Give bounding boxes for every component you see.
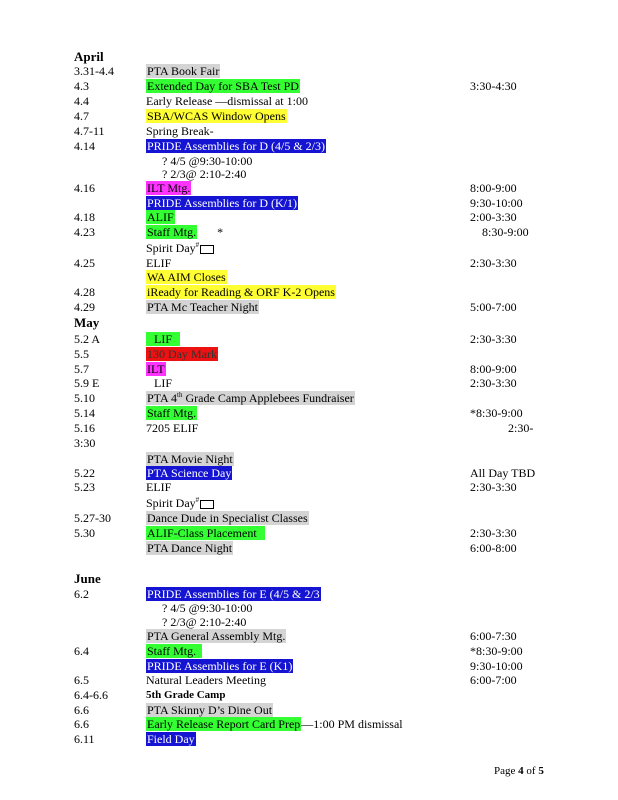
date: 5.22 <box>74 466 95 480</box>
table-row <box>0 436 618 451</box>
table-row <box>0 124 618 139</box>
event: PTA General Assembly Mtg. <box>147 629 286 643</box>
table-row <box>0 480 618 495</box>
time: All Day TBD <box>470 466 536 480</box>
time: 9:30-10:00 <box>470 659 523 673</box>
month-heading-april: April <box>74 49 104 64</box>
time: 2:30-3:30 <box>470 376 517 390</box>
date: 5.23 <box>74 480 95 494</box>
date: 6.6 <box>74 717 89 731</box>
event: PTA Science Day <box>147 466 232 480</box>
date: 4.25 <box>74 256 95 270</box>
date: 5.5 <box>74 347 89 361</box>
table-row <box>0 541 618 556</box>
date: 5.9 E <box>74 376 100 390</box>
event: Spirit Day <box>146 496 196 510</box>
event-sub: ? 4/5 @9:30-10:00 <box>162 154 253 168</box>
table-row <box>0 241 618 256</box>
event: 5th Grade Camp <box>146 689 226 701</box>
page-number <box>494 765 544 777</box>
time: *8:30-9:00 <box>470 644 523 658</box>
date: 3.31-4.4 <box>74 64 114 78</box>
event-sub: ? 2/3@ 2:10-2:40 <box>162 615 247 629</box>
table-row <box>0 629 618 644</box>
event: 7205 ELIF <box>146 421 199 435</box>
time: 6:00-7:00 <box>470 673 517 687</box>
table-row <box>0 196 618 211</box>
table-row <box>0 362 618 377</box>
date: 6.6 <box>74 703 89 717</box>
page-current: 4 <box>518 765 524 777</box>
event: PTA Mc Teacher Night <box>147 300 258 314</box>
event: Early Release —dismissal at 1:00 <box>146 94 308 108</box>
event: LIF <box>146 332 180 346</box>
table-row <box>0 79 618 94</box>
date: 5.10 <box>74 391 95 405</box>
event: ALIF <box>147 210 174 224</box>
event: ALIF-Class Placement <box>146 526 265 540</box>
time: 2:30- <box>508 421 534 435</box>
event: PRIDE Assemblies for D (K/1) <box>147 196 297 210</box>
event: 130 Day Mark <box>147 347 217 361</box>
table-row <box>0 688 618 703</box>
event: ELIF <box>146 256 172 270</box>
table-row <box>0 496 618 511</box>
event: WA AIM Closes <box>147 270 226 284</box>
date: 4.29 <box>74 300 95 314</box>
table-row <box>0 452 618 467</box>
event: ELIF <box>146 480 172 494</box>
table-row <box>0 587 618 602</box>
event: LIF <box>154 376 172 390</box>
date: 4.14 <box>74 139 95 153</box>
time: 2:30-3:30 <box>470 480 517 494</box>
table-row <box>0 181 618 196</box>
event: Spirit Day <box>146 241 196 255</box>
table-row <box>0 347 618 362</box>
table-row <box>0 732 618 747</box>
event: Early Release Report Card Prep <box>147 717 301 731</box>
of-label: of <box>526 765 536 777</box>
table-row <box>0 466 618 481</box>
table-row <box>0 526 618 541</box>
time: 9:30-10:00 <box>470 196 523 210</box>
table-row <box>0 94 618 109</box>
date: 4.23 <box>74 225 95 239</box>
month-heading-may: May <box>74 315 100 330</box>
page-total: 5 <box>538 765 544 777</box>
table-row <box>0 703 618 718</box>
table-row <box>0 139 618 154</box>
time: 8:30-9:00 <box>482 225 529 239</box>
table-row <box>0 167 618 182</box>
superscript: th <box>177 391 183 399</box>
superscript: # <box>195 496 200 504</box>
page-label: Page <box>494 765 516 777</box>
date: 4.16 <box>74 181 95 195</box>
table-row <box>0 285 618 300</box>
time: 2:30-3:30 <box>470 256 517 270</box>
checkbox-glyph-icon <box>200 245 214 254</box>
event: Dance Dude in Specialist Classes <box>147 511 308 525</box>
date: 5.14 <box>74 406 95 420</box>
table-row <box>0 511 618 526</box>
table-row <box>0 391 618 406</box>
table-row <box>0 376 618 391</box>
time: 3:30-4:30 <box>470 79 517 93</box>
date: 4.28 <box>74 285 95 299</box>
event: iReady for Reading & ORF K-2 Opens <box>147 285 335 299</box>
date: 5.16 <box>74 421 95 435</box>
table-row <box>0 210 618 225</box>
event: Staff Mtg. <box>146 644 202 658</box>
date: 6.11 <box>74 732 95 746</box>
table-row <box>0 421 618 436</box>
date: 4.3 <box>74 79 89 93</box>
event: SBA/WCAS Window Opens <box>147 109 286 123</box>
table-row <box>0 332 618 347</box>
table-row <box>0 225 618 240</box>
date: 4.18 <box>74 210 95 224</box>
date: 5.27-30 <box>74 511 111 525</box>
event: Spring Break- <box>146 124 214 138</box>
event: PTA Skinny D’s Dine Out <box>147 703 273 717</box>
event: PRIDE Assemblies for E (K1) <box>147 659 293 673</box>
table-row <box>0 64 618 79</box>
superscript: # <box>195 241 200 249</box>
event: Natural Leaders Meeting <box>146 673 266 687</box>
event: Staff Mtg. <box>147 225 197 239</box>
event: PTA Book Fair <box>147 64 220 78</box>
date: 6.2 <box>74 587 89 601</box>
table-row <box>0 406 618 421</box>
event: ILT Mtg. <box>147 181 191 195</box>
event: PTA Dance Night <box>147 541 233 555</box>
time: 2:00-3:30 <box>470 210 517 224</box>
date: 6.4 <box>74 644 89 658</box>
table-row <box>0 601 618 616</box>
event-sub: ? 4/5 @9:30-10:00 <box>162 601 253 615</box>
date: 5.2 A <box>74 332 101 346</box>
event: PRIDE Assemblies for E (4/5 & 2/3 <box>147 587 320 601</box>
time: 2:30-3:30 <box>470 526 517 540</box>
time: 8:00-9:00 <box>470 362 517 376</box>
date: 5.30 <box>74 526 95 540</box>
date: 6.4-6.6 <box>74 688 108 702</box>
table-row <box>0 717 618 732</box>
time: 6:00-8:00 <box>470 541 517 555</box>
date: 4.4 <box>74 94 89 108</box>
event-rest: —1:00 PM dismissal <box>301 717 403 731</box>
time: *8:30-9:00 <box>470 406 523 420</box>
event: ILT <box>147 362 165 376</box>
event-sub: ? 2/3@ 2:10-2:40 <box>162 167 247 181</box>
event: Staff Mtg. <box>147 406 197 420</box>
date: 4.7-11 <box>74 124 105 138</box>
event: PRIDE Assemblies for D (4/5 & 2/3) <box>147 139 325 153</box>
table-row <box>0 256 618 271</box>
checkbox-glyph-icon <box>200 500 214 509</box>
event: Field Day <box>147 732 195 746</box>
month-heading-june: June <box>74 571 101 586</box>
event: PTA 4 <box>147 391 178 405</box>
table-row <box>0 673 618 688</box>
table-row <box>0 109 618 124</box>
table-row <box>0 615 618 630</box>
event-rest: Grade Camp Applebees Fundraiser <box>182 391 354 405</box>
time: 2:30-3:30 <box>470 332 517 346</box>
table-row <box>0 300 618 315</box>
time: 8:00-9:00 <box>470 181 517 195</box>
table-row <box>0 270 618 285</box>
table-row <box>0 659 618 674</box>
date: 4.7 <box>74 109 89 123</box>
time: 6:00-7:30 <box>470 629 517 643</box>
event: PTA Movie Night <box>147 452 233 466</box>
time: 5:00-7:00 <box>470 300 517 314</box>
asterisk-mark: * <box>217 225 224 239</box>
date: 6.5 <box>74 673 89 687</box>
event: Extended Day for SBA Test PD <box>147 79 299 93</box>
table-row <box>0 644 618 659</box>
date: 3:30 <box>74 436 96 450</box>
date: 5.7 <box>74 362 89 376</box>
